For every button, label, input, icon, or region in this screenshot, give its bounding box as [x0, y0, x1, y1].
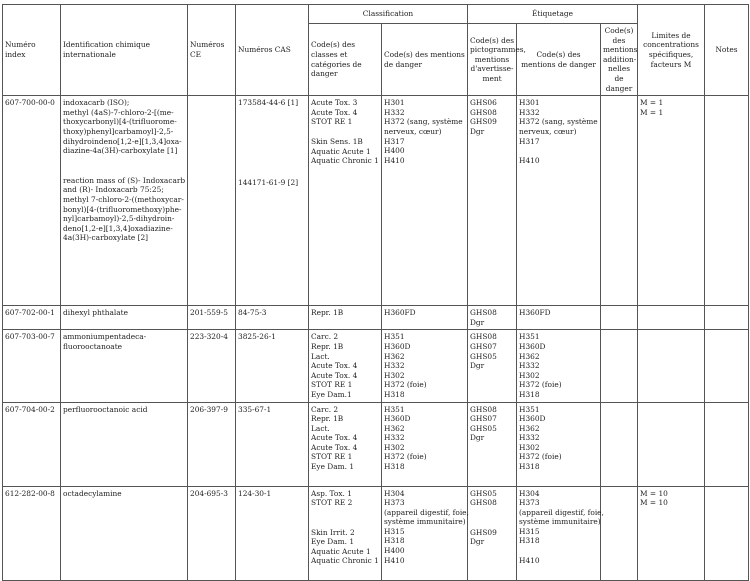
supplementary-hazard-cell [601, 486, 638, 580]
hazard-statement-label-line: H315 [519, 526, 540, 536]
cas-number-line [238, 158, 306, 168]
hazard-statement-class-line: H373 [384, 498, 405, 508]
hazard-class-line: Carc. 2 [311, 332, 339, 342]
cas-number-line [238, 168, 306, 178]
hazard-class-line: Repr. 1B [311, 341, 344, 351]
pictogram-code-cell [468, 486, 517, 580]
supplementary-hazard-line [603, 308, 635, 318]
hazard-statement-label-line: H318 [519, 389, 540, 399]
hazard-class-line: Eye Dam. 1 [311, 462, 355, 472]
hazard-statement-label-cell [517, 402, 601, 486]
hazard-class-line: Repr. 1B [311, 414, 344, 424]
header-concentration-limits: Limites de concentrations spécifiques, facteurs M [638, 5, 705, 96]
table-row [3, 96, 749, 306]
hazard-statement-label-line: (appareil digestif, foie, [519, 507, 604, 517]
hazard-statement-label-line: H372 (foie) [519, 452, 562, 462]
index-number-cell: 612-282-00-8 [3, 486, 61, 580]
chemical-identification-line: diazine-4a(3H)-carboxylate [1] [63, 146, 178, 156]
hazard-statement-class-line: H410 [384, 155, 405, 165]
hazard-class-line: STOT RE 2 [311, 498, 353, 508]
hazard-statement-label-line: H332 [519, 107, 540, 117]
ec-number-cell [188, 330, 236, 402]
supplementary-hazard-cell [601, 402, 638, 486]
header-classification: Classification [309, 5, 468, 24]
classification-table [2, 4, 749, 581]
hazard-statement-class-line: nerveux, cœur) [384, 126, 442, 136]
hazard-statement-label-line: H410 [519, 556, 540, 566]
hazard-statement-class-cell [382, 402, 468, 486]
ec-number-line [190, 98, 233, 108]
header-ec-numbers: Numéros CE [188, 5, 236, 96]
concentration-limits-cell [638, 402, 705, 486]
pictogram-code-line: Dgr [470, 126, 485, 136]
hazard-class-line: Acute Tox. 3 [311, 98, 358, 108]
header-hazard-class: Code(s) des classes et catégories de danger [309, 24, 382, 96]
hazard-statement-label-line: H304 [519, 488, 540, 498]
cas-number-line: 3825-26-1 [238, 332, 276, 342]
ec-number-line: 204-695-3 [190, 488, 228, 498]
hazard-statement-label-line: H362 [519, 351, 540, 361]
hazard-class-line [311, 127, 379, 137]
concentration-limits-line [640, 308, 702, 318]
hazard-statement-label-line: H318 [519, 536, 540, 546]
pictogram-code-line: GHS05 [470, 423, 497, 433]
hazard-class-line: Acute Tox. 4 [311, 107, 358, 117]
hazard-class-cell [309, 96, 382, 306]
chemical-identification-line: indoxacarb (ISO); [63, 98, 130, 108]
chemical-identification-line: reaction mass of (S)- Indoxacarb [63, 175, 186, 185]
chemical-identification-line: dihydroindeno[1,2-e][1,3,4]oxa- [63, 136, 182, 146]
hazard-statement-label-cell [517, 306, 601, 330]
chemical-identification-line: methyl 7-chloro-2-((methoxycar- [63, 194, 184, 204]
hazard-statement-class-line: H360D [384, 341, 411, 351]
supplementary-hazard-cell [601, 330, 638, 402]
concentration-limits-cell [638, 306, 705, 330]
hazard-statement-class-line: H360D [384, 414, 411, 424]
notes-cell [705, 330, 749, 402]
hazard-class-line: STOT RE 1 [311, 117, 353, 127]
hazard-statement-label-line: H351 [519, 332, 540, 342]
hazard-class-cell [309, 330, 382, 402]
chemical-identification-line [63, 156, 185, 166]
hazard-statement-class-line: H317 [384, 136, 405, 146]
hazard-statement-class-line: H351 [384, 404, 405, 414]
pictogram-code-line: GHS09 [470, 117, 497, 127]
pictogram-code-line: Dgr [470, 433, 485, 443]
cas-number-line: 173584-44-6 [1] [238, 98, 299, 108]
cas-number-line [238, 118, 306, 128]
chemical-identification-cell [61, 330, 188, 402]
chemical-identification-line: perfluorooctanoic acid [63, 404, 148, 414]
hazard-statement-class-line: (appareil digestif, foie, [384, 507, 469, 517]
hazard-statement-class-line: H318 [384, 536, 405, 546]
hazard-class-line: Aquatic Chronic 1 [311, 156, 379, 166]
cas-number-line [238, 108, 306, 118]
supplementary-hazard-line [603, 98, 635, 108]
concentration-limits-line [640, 332, 702, 342]
hazard-statement-class-line: H360FD [384, 308, 416, 318]
ec-number-line: 223-320-4 [190, 332, 228, 342]
hazard-class-line [311, 508, 379, 518]
chemical-identification-line [63, 166, 185, 176]
hazard-statement-class-cell [382, 486, 468, 580]
supplementary-hazard-line [603, 489, 635, 499]
hazard-statement-label-line: H317 [519, 136, 540, 146]
pictogram-code-line: GHS08 [470, 332, 497, 342]
chemical-identification-cell [61, 402, 188, 486]
hazard-class-line: Aquatic Acute 1 [311, 146, 371, 156]
hazard-statement-class-line: H332 [384, 433, 405, 443]
hazard-statement-label-line: H360D [519, 341, 546, 351]
supplementary-hazard-line [603, 405, 635, 415]
cas-number-line [238, 128, 306, 138]
index-number-cell: 607-703-00-7 [3, 330, 61, 402]
header-hazard-statement-label: Code(s) des mentions de danger [517, 24, 601, 96]
hazard-class-line: Repr. 1B [311, 308, 344, 318]
hazard-statement-label-line: nerveux, cœur) [519, 126, 577, 136]
hazard-class-line: Eye Dam.1 [311, 389, 352, 399]
hazard-class-line: Asp. Tox. 1 [311, 488, 352, 498]
pictogram-code-cell [468, 96, 517, 306]
hazard-statement-class-line: H400 [384, 146, 405, 156]
hazard-statement-class-cell [382, 330, 468, 402]
pictogram-code-line: GHS08 [470, 107, 497, 117]
chemical-identification-line: nyl]carbamoyl)-2,5-dihydroin- [63, 214, 175, 224]
pictogram-code-line: GHS07 [470, 341, 497, 351]
hazard-statement-class-line: H301 [384, 98, 405, 108]
hazard-statement-label-line: H351 [519, 404, 540, 414]
chemical-identification-line: dihexyl phthalate [63, 308, 129, 318]
pictogram-code-line: GHS09 [470, 527, 497, 537]
chemical-identification-line: and (R)- Indoxacarb 75:25; [63, 185, 164, 195]
concentration-limits-cell [638, 96, 705, 306]
hazard-statement-class-line: H302 [384, 442, 405, 452]
hazard-statement-label-line: H301 [519, 98, 540, 108]
header-pictogram: Code(s) des pictogrammes, mentions d'avertisse-ment [468, 24, 517, 96]
header-index-no: Numéro index [3, 5, 61, 96]
hazard-statement-label-line: H372 (sang, système [519, 117, 598, 127]
table-row [3, 306, 749, 330]
concentration-limits-line: M = 10 [640, 498, 668, 508]
notes-line [707, 405, 746, 415]
chemical-identification-line: bonyl)[4-(trifluoromethoxy)phe- [63, 204, 182, 214]
concentration-limits-line [640, 405, 702, 415]
header-labelling: Étiquetage [468, 5, 638, 24]
cas-number-line [238, 138, 306, 148]
header-chemical-identification: Identification chimique internationale [61, 5, 188, 96]
pictogram-code-cell [468, 330, 517, 402]
pictogram-code-line: GHS05 [470, 488, 497, 498]
hazard-statement-class-line: H318 [384, 462, 405, 472]
hazard-class-line: Carc. 2 [311, 404, 339, 414]
hazard-statement-class-cell [382, 96, 468, 306]
table-row [3, 486, 749, 580]
hazard-class-line [311, 518, 379, 528]
header-supplementary-hazard: Code(s) des mentions addition-nelles de danger [601, 24, 638, 96]
hazard-statement-label-line: H332 [519, 433, 540, 443]
ec-number-cell [188, 306, 236, 330]
hazard-class-line: Aquatic Acute 1 [311, 546, 371, 556]
pictogram-code-line: Dgr [470, 537, 485, 547]
chemical-identification-cell [61, 486, 188, 580]
hazard-statement-class-line: H372 (sang, système [384, 117, 463, 127]
header-notes: Notes [705, 5, 749, 96]
hazard-statement-label-cell [517, 96, 601, 306]
table-row [3, 330, 749, 402]
pictogram-code-cell [468, 306, 517, 330]
pictogram-code-line: GHS07 [470, 414, 497, 424]
table-body [3, 96, 749, 580]
pictogram-code-line: GHS08 [470, 308, 497, 318]
hazard-statement-class-line: système immunitaire) [384, 517, 466, 527]
ec-number-cell [188, 486, 236, 580]
notes-cell [705, 306, 749, 330]
notes-cell [705, 402, 749, 486]
notes-cell [705, 96, 749, 306]
hazard-class-line: STOT RE 1 [311, 380, 353, 390]
notes-line [707, 308, 746, 318]
chemical-identification-line: thoxy)phenyl]carbamoyl]-2,5- [63, 126, 174, 136]
hazard-statement-class-line: H332 [384, 107, 405, 117]
table-row [3, 402, 749, 486]
hazard-class-line: Acute Tox. 4 [311, 370, 358, 380]
hazard-class-cell [309, 402, 382, 486]
hazard-class-line: Acute Tox. 4 [311, 361, 358, 371]
index-number-cell: 607-702-00-1 [3, 306, 61, 330]
hazard-class-line: Skin Sens. 1B [311, 136, 363, 146]
hazard-statement-class-line: H400 [384, 546, 405, 556]
concentration-limits-cell [638, 486, 705, 580]
hazard-statement-label-line: système immunitaire) [519, 517, 601, 527]
chemical-identification-cell [61, 96, 188, 306]
ec-number-line: 206-397-9 [190, 404, 228, 414]
hazard-statement-label-line [519, 546, 598, 556]
hazard-statement-class-line: H304 [384, 488, 405, 498]
hazard-statement-class-line: H318 [384, 389, 405, 399]
concentration-limits-line: M = 10 [640, 488, 668, 498]
hazard-statement-label-line: H302 [519, 442, 540, 452]
pictogram-code-line: GHS05 [470, 351, 497, 361]
hazard-statement-class-line: H332 [384, 361, 405, 371]
hazard-class-line: Lact. [311, 423, 330, 433]
pictogram-code-line [470, 508, 514, 518]
hazard-statement-class-line: H362 [384, 423, 405, 433]
hazard-statement-label-line: H318 [519, 462, 540, 472]
header-hazard-statement-class: Code(s) des mentions de danger [382, 24, 468, 96]
pictogram-code-line: GHS06 [470, 98, 497, 108]
cas-number-line [238, 148, 306, 158]
header-cas-numbers: Numéros CAS [236, 5, 309, 96]
hazard-statement-class-line: H315 [384, 526, 405, 536]
hazard-class-line: Eye Dam. 1 [311, 537, 355, 547]
ec-number-cell [188, 402, 236, 486]
hazard-statement-label-line [519, 146, 598, 156]
hazard-statement-label-line: H360D [519, 414, 546, 424]
hazard-statement-class-cell [382, 306, 468, 330]
supplementary-hazard-cell [601, 306, 638, 330]
concentration-limits-line: M = 1 [640, 107, 664, 117]
concentration-limits-line: M = 1 [640, 98, 664, 108]
hazard-statement-label-line: H373 [519, 498, 540, 508]
hazard-statement-class-line: H372 (foie) [384, 452, 427, 462]
hazard-statement-label-line: H362 [519, 423, 540, 433]
hazard-class-line: Skin Irrit. 2 [311, 527, 355, 537]
hazard-statement-label-line: H372 (foie) [519, 380, 562, 390]
pictogram-code-line: GHS08 [470, 498, 497, 508]
chemical-identification-line: ammoniumpentadeca- [63, 332, 147, 342]
hazard-class-cell [309, 486, 382, 580]
supplementary-hazard-cell [601, 96, 638, 306]
chemical-identification-cell [61, 306, 188, 330]
hazard-statement-label-cell [517, 486, 604, 580]
hazard-class-line: STOT RE 1 [311, 452, 353, 462]
hazard-statement-class-line: H302 [384, 370, 405, 380]
supplementary-hazard-line [603, 332, 635, 342]
notes-cell [705, 486, 749, 580]
chemical-identification-line: deno[1,2-e][1,3,4]oxadiazine- [63, 223, 173, 233]
ec-number-cell [188, 96, 236, 306]
hazard-statement-label-line: H332 [519, 361, 540, 371]
hazard-class-cell [309, 306, 382, 330]
cas-number-cell [236, 402, 309, 486]
notes-line [707, 332, 746, 342]
hazard-statement-label-line: H360FD [519, 308, 551, 318]
pictogram-code-line: Dgr [470, 361, 485, 371]
hazard-statement-class-line: H351 [384, 332, 405, 342]
hazard-statement-label-line: H302 [519, 370, 540, 380]
chemical-identification-line: fluorooctanoate [63, 341, 123, 351]
hazard-statement-class-line: H362 [384, 351, 405, 361]
cas-number-line: 335-67-1 [238, 404, 272, 414]
hazard-class-line: Acute Tox. 4 [311, 433, 358, 443]
pictogram-code-line: Dgr [470, 317, 485, 327]
notes-line [707, 98, 746, 108]
hazard-class-line: Lact. [311, 351, 330, 361]
chemical-identification-line: thoxycarbonyl)[4-(trifluorome- [63, 117, 177, 127]
pictogram-code-cell [468, 402, 517, 486]
cas-number-cell [236, 96, 309, 306]
hazard-class-line: Aquatic Chronic 1 [311, 556, 379, 566]
header-row-top [3, 5, 749, 24]
cas-number-cell [236, 330, 309, 402]
concentration-limits-cell [638, 330, 705, 402]
hazard-statement-label-cell [517, 330, 601, 402]
notes-line [707, 489, 746, 499]
chemical-identification-line: 4a(3H)-carboxylate [2] [63, 233, 149, 243]
hazard-statement-label-line: H410 [519, 156, 540, 166]
cas-number-cell [236, 486, 309, 580]
hazard-class-line: Acute Tox. 4 [311, 442, 358, 452]
hazard-statement-class-line: H410 [384, 555, 405, 565]
ec-number-line: 201-559-5 [190, 308, 228, 318]
cas-number-line: 144171-61-9 [2] [238, 177, 299, 187]
chemical-identification-line: octadecylamine [63, 488, 122, 498]
pictogram-code-line [470, 518, 514, 528]
hazard-statement-class-line: H372 (foie) [384, 380, 427, 390]
index-number-cell: 607-704-00-2 [3, 402, 61, 486]
index-number-cell: 607-700-00-0 [3, 96, 61, 306]
pictogram-code-line: GHS08 [470, 404, 497, 414]
chemical-identification-line: methyl (4aS)-7-chloro-2-[(me- [63, 107, 174, 117]
cas-number-line: 84-75-3 [238, 308, 267, 318]
cas-number-line: 124-30-1 [238, 488, 272, 498]
cas-number-cell [236, 306, 309, 330]
